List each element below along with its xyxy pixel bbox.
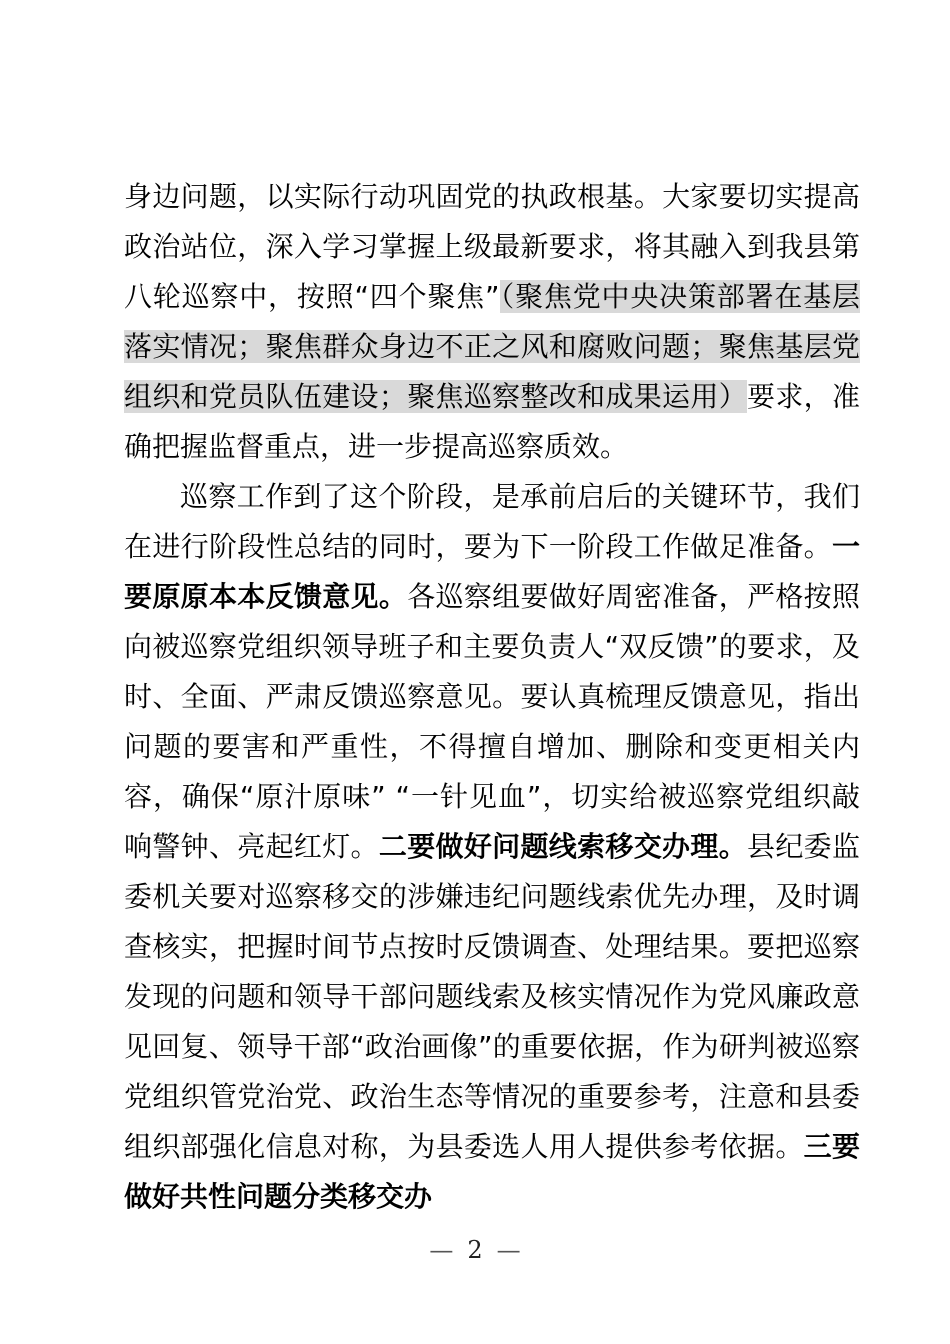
paragraph [124, 172, 860, 472]
page-footer [0, 1236, 950, 1264]
text-segment-bold: 二要做好问题线索移交办理。 [378, 830, 748, 863]
text-segment-normal: 身边问题，以实际行动巩固党的执政根基。大家要切实提高政治站位，深入学习掌握上级最新要求，将其融入到我县第八轮巡察中，按照“四个聚焦” [124, 180, 860, 313]
footer-dash-right: — [496, 1236, 521, 1264]
page-number: 2 [467, 1236, 483, 1264]
footer-dash-left: — [429, 1236, 454, 1264]
document-body [124, 172, 860, 1222]
text-segment-bold: 三要做好共性问题分类移交办 [124, 1130, 860, 1213]
text-segment-normal: 巡察工作到了这个阶段，是承前启后的关键环节，我们在进行阶段性总结的同时，要为下一阶段工作做足准备。 [124, 480, 860, 563]
text-segment-normal: 县纪委监委机关要对巡察移交的涉嫌违纪问题线索优先办理，及时调查核实，把握时间节点按时反馈调查、处理结果。要把巡察发现的问题和领导干部问题线索及核实情况作为党风廉政意见回复、领导干部“政治画像”的重要依据，作为研判被巡察党组织管党治党、政治生态等情况的重要参考，注意和县委组织部强化信息对称，为县委选人用人提供参考依据。 [124, 830, 860, 1163]
text-segment-normal: 要求，准确把握监督重点，进一步提高巡察质效。 [124, 380, 860, 463]
text-segment-highlight: （聚焦党中央决策部署在基层落实情况；聚焦群众身边不正之风和腐败问题；聚焦基层党组织和党员队伍建设；聚焦巡察整改和成果运用） [124, 280, 860, 413]
paragraph [124, 472, 860, 1222]
text-segment-normal: 各巡察组要做好周密准备，严格按照向被巡察党组织领导班子和主要负责人“双反馈”的要求，及时、全面、严肃反馈巡察意见。要认真梳理反馈意见，指出问题的要害和严重性，不得擅自增加、删除和变更相关内容，确保“原汁原味” “一针见血”，切实给被巡察党组织敲响警钟、亮起红灯。 [124, 580, 860, 863]
text-segment-bold: 一要原原本本反馈意见。 [124, 530, 860, 613]
